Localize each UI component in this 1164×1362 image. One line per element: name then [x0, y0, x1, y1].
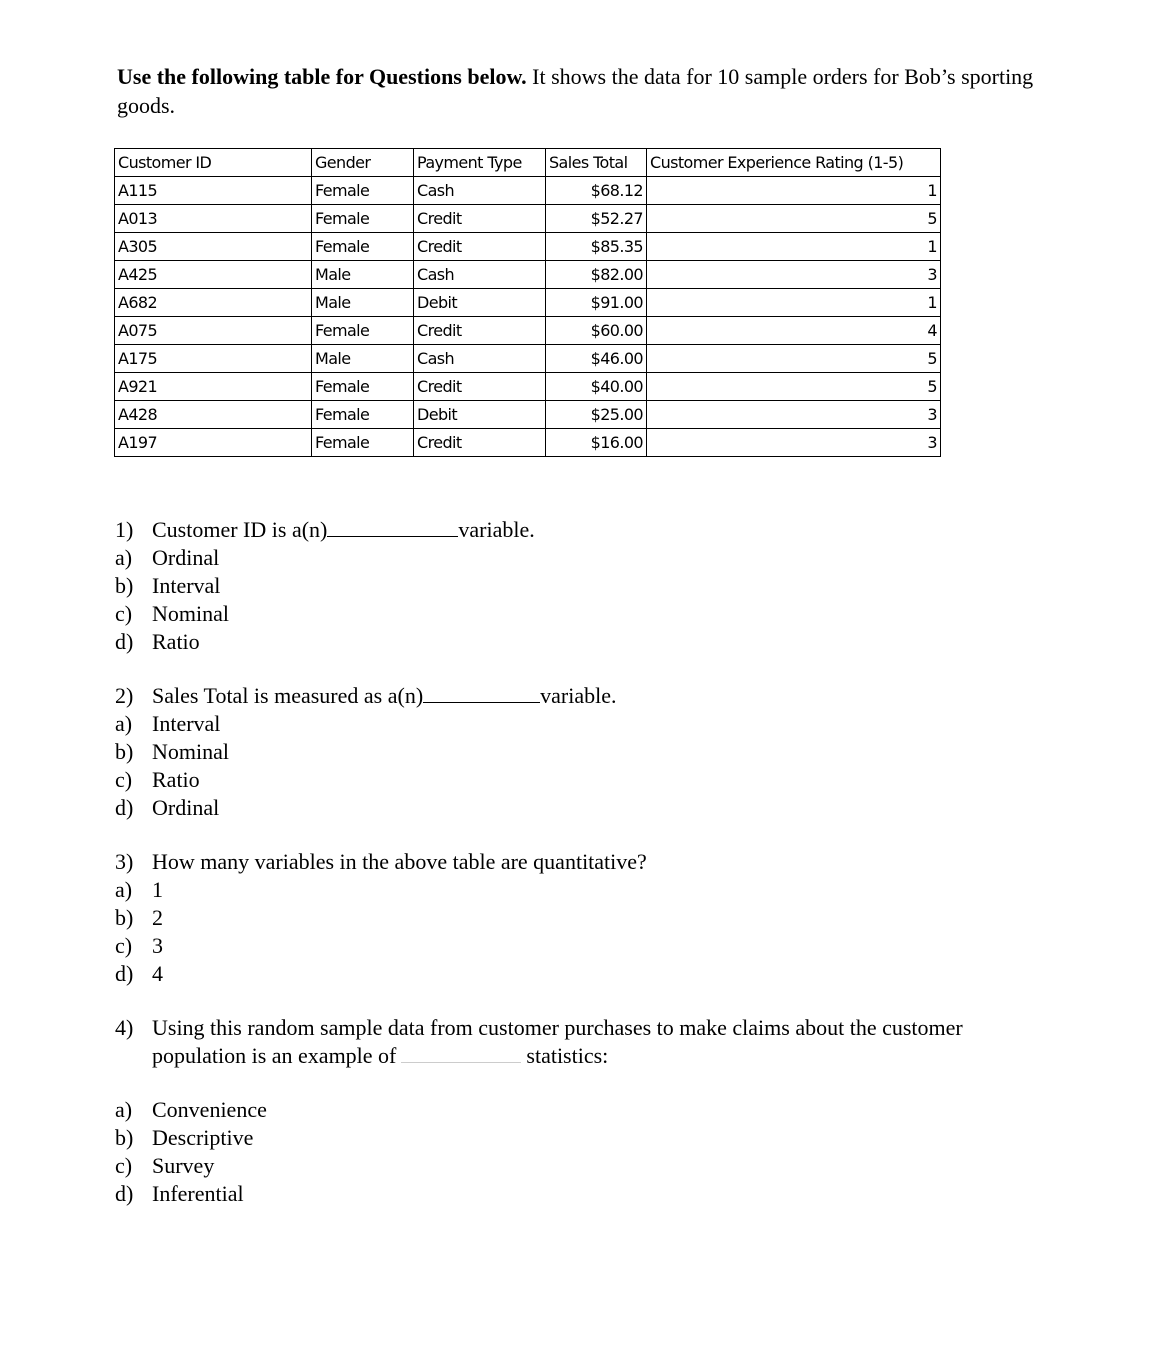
option-letter: a) [115, 545, 133, 570]
table-cell: $46.00 [546, 345, 647, 373]
intro-text [117, 62, 1077, 120]
answer-option [115, 960, 647, 988]
question-stem: Customer ID is a(n) [152, 517, 328, 542]
table-row [115, 429, 941, 457]
answer-option [115, 876, 647, 904]
table-cell: Male [312, 289, 414, 317]
option-text: 1 [152, 877, 163, 902]
option-text: Ratio [152, 767, 200, 792]
table-cell: Female [312, 401, 414, 429]
table-cell: A425 [115, 261, 312, 289]
table-cell: $16.00 [546, 429, 647, 457]
intro-bold: Use the following table for Questions below. [117, 64, 527, 89]
table-cell: $85.35 [546, 233, 647, 261]
table-cell: $40.00 [546, 373, 647, 401]
table-row [115, 373, 941, 401]
table-cell: $52.27 [546, 205, 647, 233]
table-row [115, 401, 941, 429]
answer-option [115, 628, 535, 656]
table-cell: $25.00 [546, 401, 647, 429]
table-cell: Credit [414, 373, 546, 401]
option-text: 3 [152, 933, 163, 958]
table-cell: Credit [414, 317, 546, 345]
column-header: Gender [312, 149, 414, 177]
table-cell: Credit [414, 233, 546, 261]
question-stem-end: statistics: [526, 1043, 609, 1068]
option-letter: c) [115, 767, 133, 792]
table-cell: A682 [115, 289, 312, 317]
table-cell: Cash [414, 261, 546, 289]
question-stem: Using this random sample data from customer purchases to make claims about the customer [152, 1015, 963, 1040]
column-header: Payment Type [414, 149, 546, 177]
option-text: Ratio [152, 629, 200, 654]
option-text: Inferential [152, 1181, 244, 1206]
answer-option [115, 738, 617, 766]
answer-option [115, 600, 535, 628]
table-row [115, 205, 941, 233]
table-row [115, 289, 941, 317]
table-cell: 1 [647, 289, 941, 317]
option-letter: b) [115, 905, 134, 930]
table-cell: Female [312, 429, 414, 457]
table-cell: 3 [647, 401, 941, 429]
question-stem-end: variable. [458, 517, 535, 542]
question-number: 1) [115, 517, 134, 542]
answer-option [115, 1096, 963, 1124]
table-header-row [115, 149, 941, 177]
table-cell: $60.00 [546, 317, 647, 345]
option-letter: d) [115, 629, 134, 654]
question-4 [115, 1014, 963, 1208]
answer-blank [423, 701, 540, 703]
table-cell: Female [312, 373, 414, 401]
question-number: 4) [115, 1015, 134, 1040]
table-row [115, 233, 941, 261]
question-2 [115, 682, 617, 822]
option-text: 2 [152, 905, 163, 930]
option-text: Ordinal [152, 795, 220, 820]
table-cell: A428 [115, 401, 312, 429]
option-text: Interval [152, 573, 221, 598]
table-cell: $91.00 [546, 289, 647, 317]
answer-option [115, 904, 647, 932]
orders-table [114, 148, 941, 457]
table-row [115, 317, 941, 345]
table-cell: $68.12 [546, 177, 647, 205]
option-letter: a) [115, 877, 133, 902]
option-letter: d) [115, 1181, 134, 1206]
question-number: 3) [115, 849, 134, 874]
answer-option [115, 1180, 963, 1208]
table-cell: Female [312, 177, 414, 205]
answer-blank [401, 1061, 521, 1063]
answer-option [115, 710, 617, 738]
table-cell: 5 [647, 373, 941, 401]
answer-option [115, 544, 535, 572]
table-cell: 3 [647, 261, 941, 289]
option-letter: d) [115, 795, 134, 820]
option-text: 4 [152, 961, 163, 986]
option-text: Nominal [152, 601, 229, 626]
option-text: Nominal [152, 739, 229, 764]
table-cell: A305 [115, 233, 312, 261]
answer-option [115, 572, 535, 600]
table-row [115, 261, 941, 289]
option-letter: a) [115, 1097, 133, 1122]
question-3 [115, 848, 647, 988]
option-letter: c) [115, 601, 133, 626]
table-cell: $82.00 [546, 261, 647, 289]
answer-option [115, 766, 617, 794]
answer-option [115, 1152, 963, 1180]
table-cell: Female [312, 317, 414, 345]
table-cell: Male [312, 261, 414, 289]
table-cell: 3 [647, 429, 941, 457]
table-cell: Debit [414, 401, 546, 429]
table-cell: 1 [647, 177, 941, 205]
question-stem: Sales Total is measured as a(n) [152, 683, 424, 708]
table-cell: Cash [414, 177, 546, 205]
column-header: Customer Experience Rating (1-5) [647, 149, 941, 177]
table-cell: A175 [115, 345, 312, 373]
table-cell: 5 [647, 345, 941, 373]
table-row [115, 345, 941, 373]
table-cell: Cash [414, 345, 546, 373]
table-cell: Credit [414, 205, 546, 233]
table-cell: Credit [414, 429, 546, 457]
option-letter: d) [115, 961, 134, 986]
option-letter: b) [115, 739, 134, 764]
table-cell: 4 [647, 317, 941, 345]
table-cell: 5 [647, 205, 941, 233]
table-cell: A075 [115, 317, 312, 345]
option-letter: c) [115, 933, 133, 958]
option-text: Ordinal [152, 545, 220, 570]
table-cell: 1 [647, 233, 941, 261]
question-1 [115, 516, 535, 656]
intro-rest: It shows the data for 10 sample orders for Bob’s sporting goods. [117, 64, 1034, 118]
column-header: Sales Total [546, 149, 647, 177]
option-letter: b) [115, 573, 134, 598]
option-letter: a) [115, 711, 133, 736]
table-cell: Male [312, 345, 414, 373]
question-number: 2) [115, 683, 134, 708]
table-cell: A197 [115, 429, 312, 457]
table-cell: Female [312, 233, 414, 261]
option-text: Convenience [152, 1097, 267, 1122]
answer-blank [327, 535, 458, 537]
question-stem: How many variables in the above table are quantitative? [152, 849, 647, 874]
answer-option [115, 1124, 963, 1152]
option-text: Survey [152, 1153, 215, 1178]
option-letter: b) [115, 1125, 134, 1150]
table-cell: A921 [115, 373, 312, 401]
column-header: Customer ID [115, 149, 312, 177]
answer-option [115, 794, 617, 822]
table-row [115, 177, 941, 205]
table-cell: A115 [115, 177, 312, 205]
question-stem-line2: population is an example of [152, 1043, 397, 1068]
answer-option [115, 932, 647, 960]
option-text: Descriptive [152, 1125, 254, 1150]
option-text: Interval [152, 711, 221, 736]
question-stem-end: variable. [540, 683, 617, 708]
table-cell: Female [312, 205, 414, 233]
table-cell: A013 [115, 205, 312, 233]
table-cell: Debit [414, 289, 546, 317]
option-letter: c) [115, 1153, 133, 1178]
